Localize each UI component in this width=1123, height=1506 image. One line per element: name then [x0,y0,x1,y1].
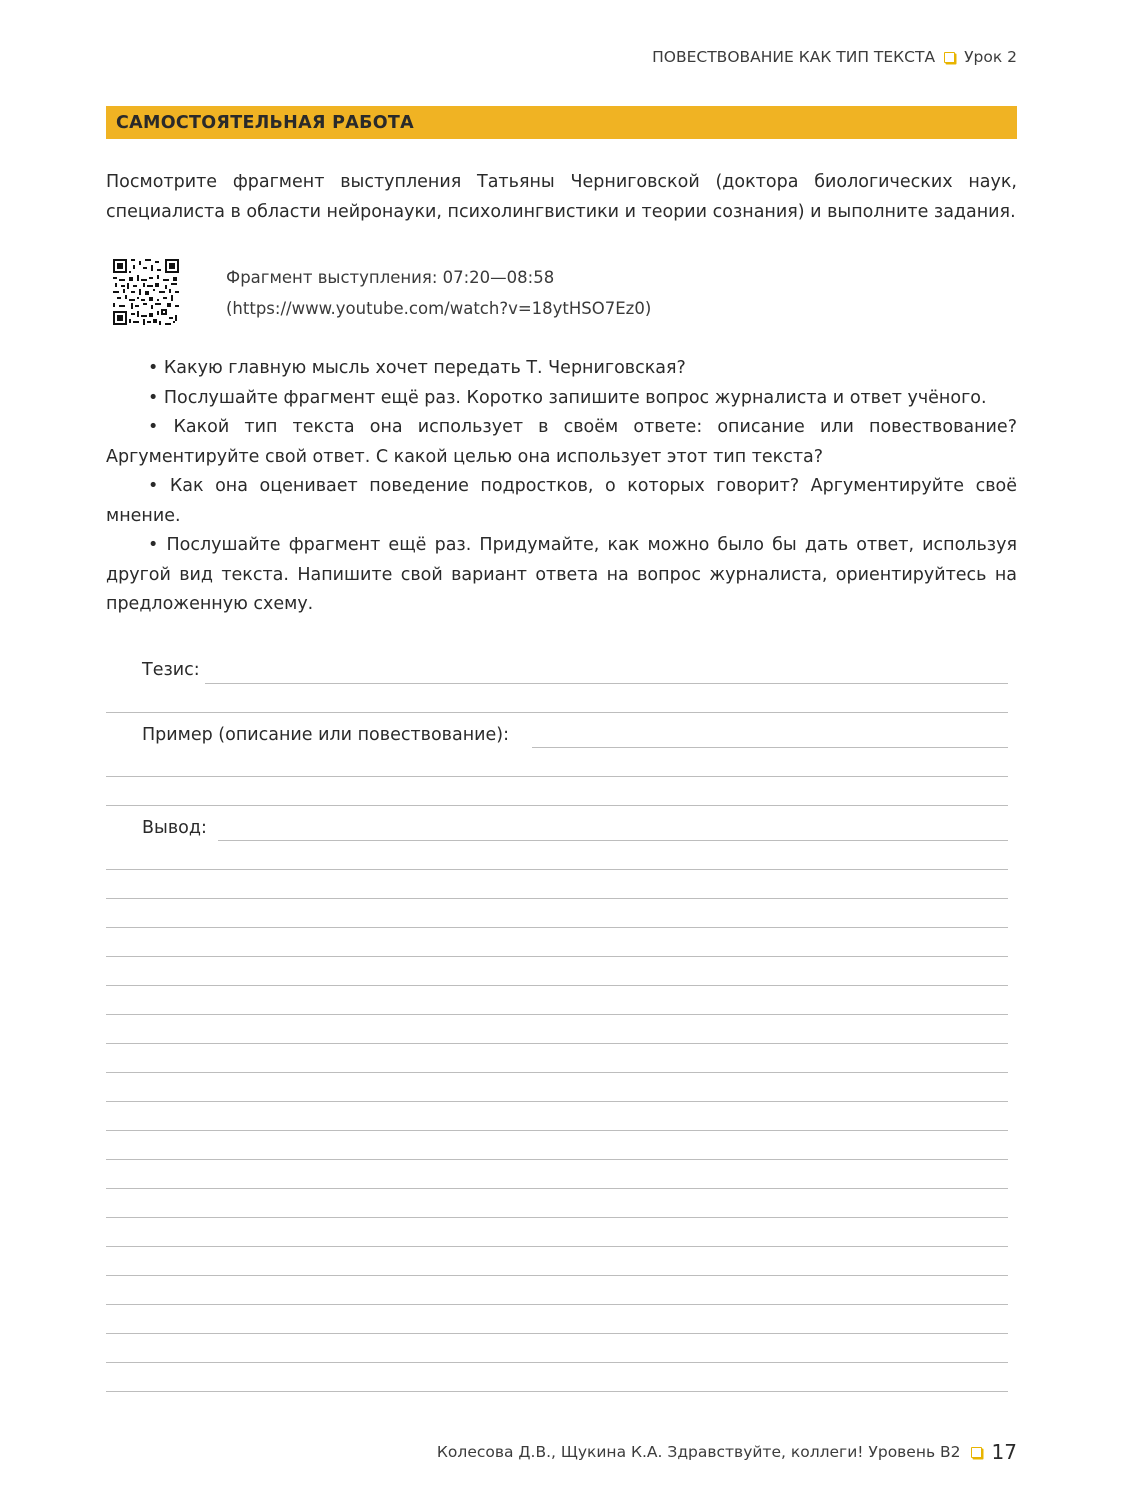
answer-line[interactable] [106,927,1008,928]
answer-line[interactable] [106,1043,1008,1044]
intro-text: Посмотрите фрагмент выступления Татьяны Черниговской (доктора биологических наук, специалиста в области нейронауки, психолингвистики и теории сознания) и выполните задания. [106,172,1017,222]
answer-line[interactable] [106,1275,1008,1276]
answer-line[interactable] [106,1304,1008,1305]
running-header [652,48,1017,66]
example-label: Пример (описание или повествование): [142,725,510,745]
page-number: 17 [991,1440,1017,1464]
task-list [106,354,1017,620]
banner-title: САМОСТОЯТЕЛЬНАЯ РАБОТА [116,113,414,133]
qr-code-icon[interactable] [113,259,179,325]
thesis-line[interactable] [205,683,1008,684]
answer-line[interactable] [106,1362,1008,1363]
video-link[interactable]: (https://www.youtube.com/watch?v=18ytHSO7Ez0) [226,299,652,318]
answer-line[interactable] [106,1014,1008,1015]
thesis-label: Тезис: [142,660,200,680]
answer-line[interactable] [106,1130,1008,1131]
video-info [226,262,651,324]
conclusion-label: Вывод: [142,818,207,838]
video-fragment-time: Фрагмент выступления: 07:20—08:58 [226,268,555,287]
task-item: • Послушайте фрагмент ещё раз. Придумайте, как можно было бы дать ответ, используя другой вид текста. Напишите свой вариант ответа на вопрос журналиста, ориентируйтесь на предложенную схему. [106,535,1017,614]
task-item: • Как она оценивает поведение подростков, о которых говорит? Аргументируйте своё мнение. [106,476,1017,526]
section-banner [106,106,1017,139]
answer-line[interactable] [106,1101,1008,1102]
section-title: ПОВЕСТВОВАНИЕ КАК ТИП ТЕКСТА [652,48,936,66]
task-item: • Послушайте фрагмент ещё раз. Коротко запишите вопрос журналиста и ответ учёного. [148,387,987,408]
square-bullet-icon [944,52,955,63]
answer-line[interactable] [106,985,1008,986]
answer-line[interactable] [106,805,1008,806]
answer-line[interactable] [106,1217,1008,1218]
answer-line[interactable] [106,1072,1008,1073]
example-line[interactable] [532,747,1008,748]
answer-line[interactable] [106,1159,1008,1160]
footer-citation: Колесова Д.В., Щукина К.А. Здравствуйте, коллеги! Уровень В2 [436,1443,961,1461]
answer-line[interactable] [106,1188,1008,1189]
answer-line[interactable] [106,898,1008,899]
answer-line[interactable] [106,1391,1008,1392]
page-footer [437,1440,1017,1464]
task-item: • Какой тип текста она использует в своём ответе: описание или повествование? Аргументируйте свой ответ. С какой целью она использует этот тип текста? [106,417,1017,467]
lesson-label: Урок 2 [964,48,1017,66]
answer-line[interactable] [106,1246,1008,1247]
conclusion-line[interactable] [218,840,1008,841]
intro-paragraph [106,168,1017,227]
answer-line[interactable] [106,776,1008,777]
answer-line[interactable] [106,712,1008,713]
task-item: • Какую главную мысль хочет передать Т. Черниговская? [148,358,686,378]
answer-line[interactable] [106,869,1008,870]
square-bullet-icon [971,1447,982,1458]
answer-line[interactable] [106,1333,1008,1334]
answer-line[interactable] [106,956,1008,957]
